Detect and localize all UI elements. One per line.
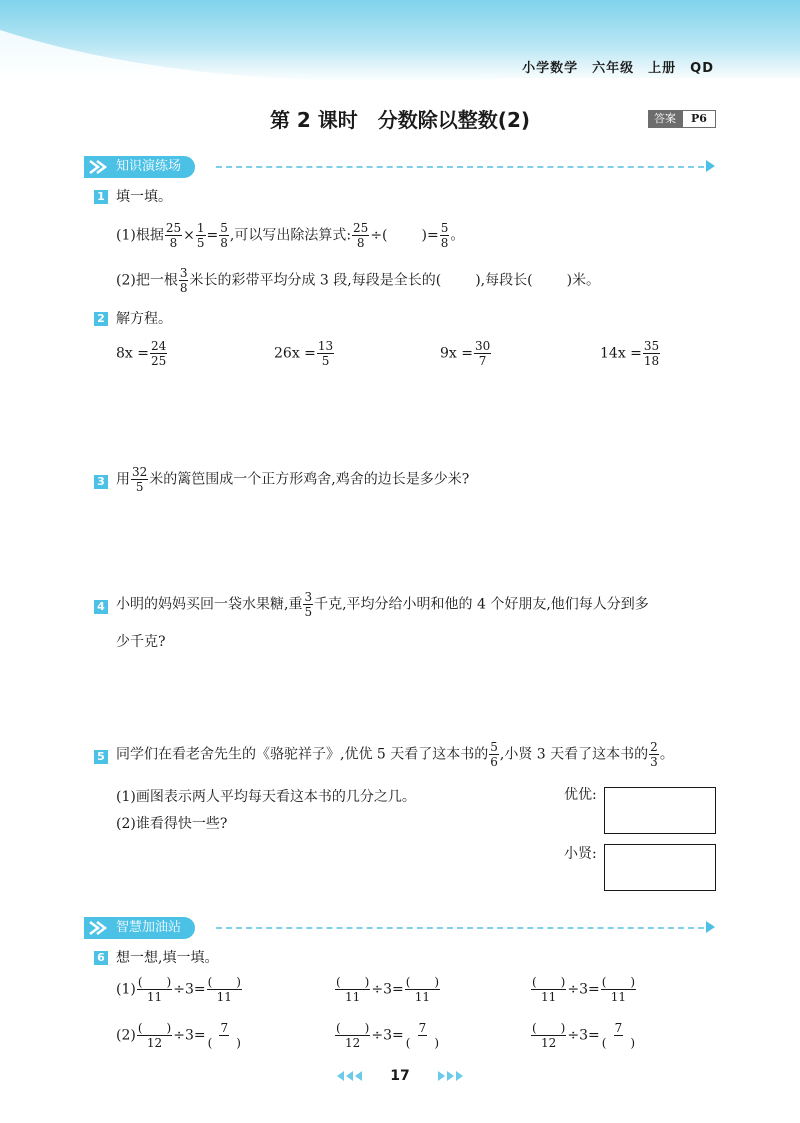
right-arrow-icon [438, 1071, 445, 1081]
blank-numerator[interactable]: ( ) [137, 975, 172, 989]
fraction [335, 976, 370, 1003]
text: 。 [450, 227, 465, 244]
text: ),每段长( [475, 272, 533, 289]
answer-tag [648, 110, 716, 128]
denominator: 5 [135, 480, 144, 494]
header-volume: 上册 [648, 61, 677, 76]
fraction [352, 222, 369, 249]
text: 米的篱笆围成一个正方形鸡舍,鸡舍的边长是多少米? [149, 471, 470, 488]
fraction [219, 222, 229, 249]
fraction [207, 1022, 242, 1049]
divider-arrow-icon [706, 921, 715, 933]
equation [440, 340, 492, 367]
header-grade: 六年级 [592, 61, 635, 76]
numerator: 5 [440, 221, 449, 235]
fraction [137, 1022, 172, 1049]
q4-text [116, 591, 649, 618]
numerator: 5 [490, 740, 498, 754]
fill-item [530, 1022, 637, 1049]
blank-numerator[interactable]: ( ) [137, 1021, 172, 1035]
numerator: 7 [220, 1021, 229, 1035]
q5-sub2: (2)谁看得快一些? [116, 816, 228, 832]
fraction [405, 976, 440, 1003]
question-number: 1 [94, 190, 108, 204]
q5-text [116, 741, 674, 768]
denominator: 11 [414, 990, 431, 1004]
q1-title: 填一填。 [116, 189, 172, 205]
denominator: 5 [321, 354, 330, 368]
fill-item [530, 976, 637, 1003]
numerator: 24 [150, 339, 167, 353]
section-title-practice: 知识演练场 [116, 159, 182, 174]
blank-denominator[interactable]: ( ) [601, 1036, 636, 1050]
text: 。 [659, 746, 674, 763]
question-number: 5 [94, 750, 108, 764]
denominator: 5 [196, 236, 205, 250]
fill-item [116, 1022, 243, 1049]
text: 米长的彩带平均分成 3 段,每段是全长的( [189, 272, 442, 289]
operator: ÷3= [567, 1027, 600, 1044]
blank-numerator[interactable]: ( ) [532, 1021, 566, 1035]
answer-page: P6 [682, 110, 716, 128]
q5-sub1: (1)画图表示两人平均每天看这本书的几分之几。 [116, 789, 416, 805]
q2-title: 解方程。 [116, 311, 172, 327]
numerator: 30 [474, 339, 491, 353]
denominator: 8 [440, 236, 449, 250]
denominator: 7 [478, 354, 487, 368]
fraction [165, 222, 182, 249]
section-header-wisdom [84, 917, 716, 939]
denominator: 8 [179, 281, 188, 295]
text: 千克,平均分给小明和他的 4 个好朋友,他们每人分到多 [314, 596, 649, 613]
numerator: 25 [165, 221, 182, 235]
numerator: 2 [650, 740, 658, 754]
fill-item [334, 976, 441, 1003]
fraction [531, 976, 566, 1003]
fraction [196, 222, 206, 249]
divider-arrow-icon [706, 160, 715, 172]
dashed-divider [216, 927, 704, 929]
youyou-drawing-box[interactable] [604, 787, 716, 834]
label-xiaoxian: 小贤: [564, 846, 597, 862]
fraction [137, 976, 172, 1003]
denominator: 6 [490, 755, 498, 769]
numerator: 32 [132, 465, 148, 479]
fraction [131, 466, 148, 493]
item-prefix: (1) [116, 981, 136, 998]
denominator: 5 [304, 605, 313, 619]
equation-lhs: 9x = [440, 345, 473, 362]
q3-text [116, 466, 469, 493]
numerator: 1 [196, 221, 205, 235]
question-number: 6 [94, 951, 108, 965]
fraction [303, 591, 313, 618]
equation [274, 340, 335, 367]
denominator: 11 [541, 990, 557, 1004]
page-title: 第 2 课时 分数除以整数(2) [269, 108, 531, 132]
numerator: 7 [614, 1021, 623, 1035]
equation-lhs: 26x = [274, 345, 316, 362]
fraction [649, 741, 659, 768]
fraction [317, 340, 334, 367]
q6-title: 想一想,填一填。 [116, 950, 219, 966]
fraction [207, 976, 242, 1003]
operator: ÷3= [371, 1027, 404, 1044]
fraction [405, 1022, 440, 1049]
operator: ÷( [370, 227, 388, 244]
header-info [508, 57, 714, 76]
right-arrow-icon [447, 1071, 454, 1081]
text: )米。 [566, 272, 601, 289]
operator: ÷3= [371, 981, 404, 998]
equation-lhs: 14x = [600, 345, 642, 362]
text: 小明的妈妈买回一袋水果糖,重 [116, 596, 303, 613]
blank-numerator[interactable]: ( ) [336, 1021, 370, 1035]
question-number: 4 [94, 600, 108, 614]
denominator: 18 [643, 354, 660, 368]
denominator: 11 [345, 990, 361, 1004]
fraction [531, 1022, 566, 1049]
left-arrow-icon [337, 1071, 344, 1081]
left-arrow-icon [355, 1071, 362, 1081]
equation-lhs: 8x = [116, 345, 149, 362]
fraction [601, 1022, 636, 1049]
numerator: 35 [643, 339, 660, 353]
equation [116, 340, 168, 367]
denominator: 12 [541, 1036, 557, 1050]
blank-numerator[interactable]: ( ) [207, 975, 241, 989]
section-title-wisdom: 智慧加油站 [116, 920, 182, 935]
answer-label: 答案 [648, 110, 682, 128]
denominator: 25 [150, 354, 167, 368]
page-number: 17 [390, 1068, 410, 1084]
section-header-practice [84, 156, 716, 178]
denominator: 8 [356, 236, 365, 250]
fraction [601, 976, 636, 1003]
text: 用 [116, 471, 130, 488]
blank-numerator[interactable]: ( ) [336, 975, 370, 989]
question-number: 3 [94, 475, 108, 489]
fraction [489, 741, 499, 768]
fill-item [116, 976, 243, 1003]
numerator: 13 [317, 339, 334, 353]
q1-part1 [116, 222, 464, 249]
text: (2)把一根 [116, 272, 178, 289]
operator: ÷3= [567, 981, 600, 998]
denominator: 8 [169, 236, 178, 250]
arrow-icon [88, 919, 112, 937]
text: (1)根据 [116, 227, 164, 244]
operator: = [206, 227, 219, 244]
denominator: 12 [345, 1036, 361, 1050]
numerator: 3 [304, 590, 313, 604]
denominator: 8 [220, 236, 228, 250]
xiaoxian-drawing-box[interactable] [604, 844, 716, 891]
operator: × [183, 227, 195, 244]
operator: ÷3= [173, 1027, 206, 1044]
fraction [440, 222, 450, 249]
equation [600, 340, 661, 367]
blank-denominator[interactable]: ( ) [405, 1036, 440, 1050]
fraction [179, 267, 189, 294]
numerator: 25 [353, 221, 369, 235]
text: ,小贤 3 天看了这本书的 [499, 746, 649, 763]
header-edition: QD [690, 61, 714, 76]
arrow-icon [88, 158, 112, 176]
fraction [643, 340, 660, 367]
q1-part2 [116, 267, 600, 294]
label-youyou: 优优: [564, 787, 597, 803]
blank-numerator[interactable]: ( ) [405, 975, 440, 989]
denominator: 11 [610, 990, 627, 1004]
fraction [474, 340, 491, 367]
blank-numerator[interactable]: ( ) [601, 975, 636, 989]
denominator: 11 [216, 990, 232, 1004]
text: 同学们在看老舍先生的《骆驼祥子》,优优 5 天看了这本书的 [116, 746, 489, 763]
left-arrow-icon [346, 1071, 353, 1081]
operator: ÷3= [173, 981, 206, 998]
header-subject: 小学数学 [522, 61, 579, 76]
denominator: 12 [146, 1036, 163, 1050]
text: ,可以写出除法算式: [229, 227, 352, 244]
dashed-divider [216, 166, 704, 168]
operator: )= [421, 227, 439, 244]
numerator: 3 [179, 266, 188, 280]
right-arrow-icon [456, 1071, 463, 1081]
blank-numerator[interactable]: ( ) [532, 975, 566, 989]
item-prefix: (2) [116, 1027, 136, 1044]
page-footer [0, 1068, 800, 1084]
numerator: 7 [418, 1021, 427, 1035]
denominator: 11 [146, 990, 163, 1004]
fraction [150, 340, 167, 367]
q4-text-line2: 少千克? [116, 634, 166, 650]
blank-denominator[interactable]: ( ) [207, 1036, 241, 1050]
fill-item [334, 1022, 441, 1049]
denominator: 3 [650, 755, 658, 769]
numerator: 5 [220, 221, 228, 235]
question-number: 2 [94, 312, 108, 326]
fraction [335, 1022, 370, 1049]
